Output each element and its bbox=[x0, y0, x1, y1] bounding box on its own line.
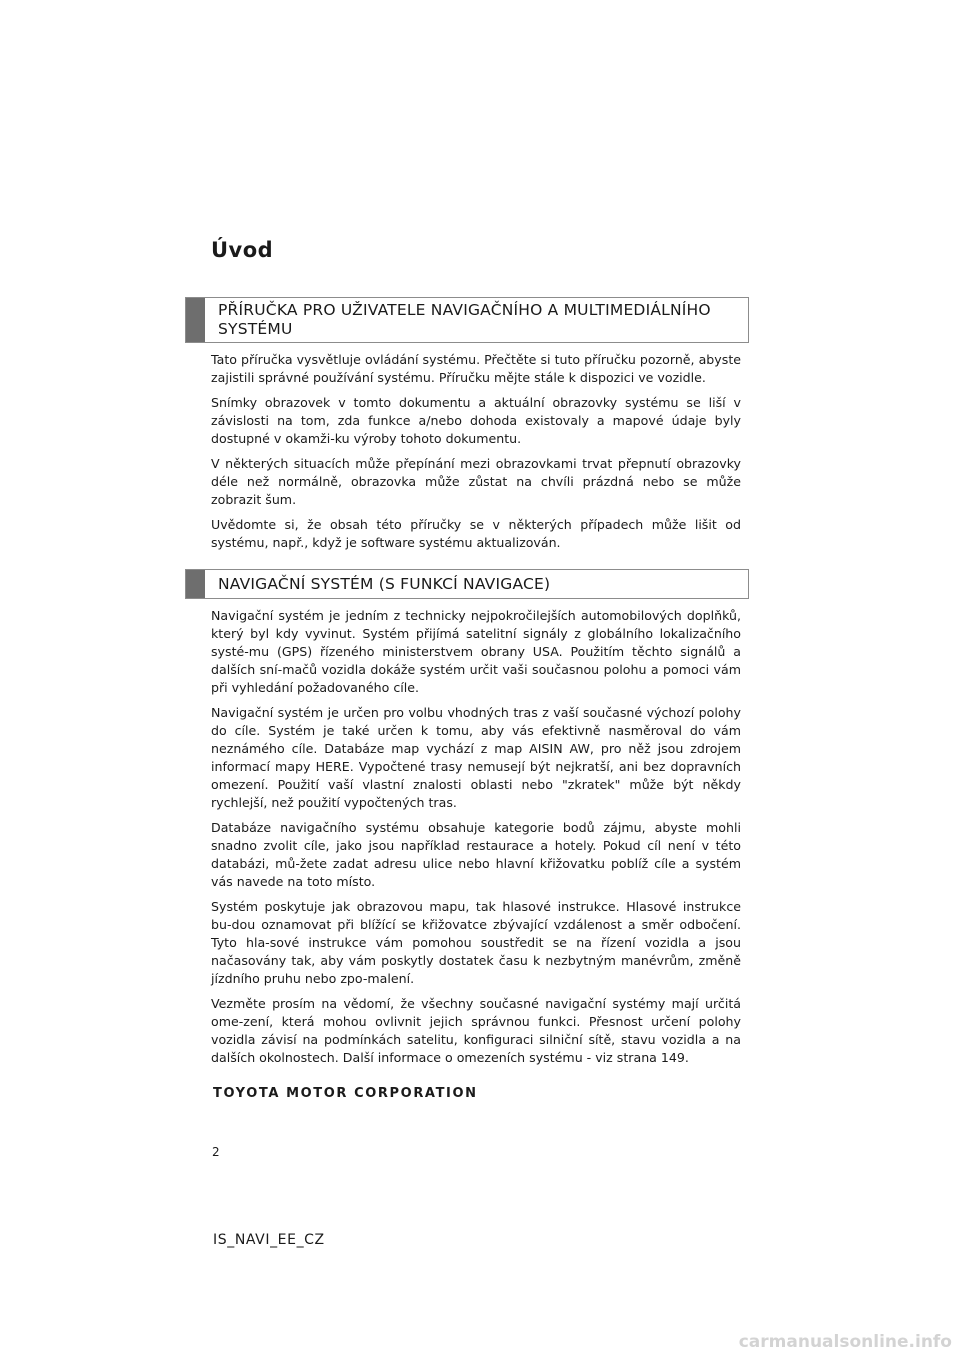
paragraph: V některých situacích může přepínání mezi obrazovkami trvat přepnutí obrazovky déle než normálně, obrazovka může zůstat na chvíli prázdná nebo se může zobrazit šum. bbox=[211, 456, 741, 507]
section-heading: PŘÍRUČKA PRO UŽIVATELE NAVIGAČNÍHO A MULTIMEDIÁLNÍHO SYSTÉMU bbox=[218, 301, 711, 338]
section-header-bar bbox=[186, 570, 205, 598]
paragraph: Systém poskytuje jak obrazovou mapu, tak hlasové instrukce. Hlasové instrukce bu-dou oznamovat při blížící se křižovatce zbývající vzdálenost a směr odbočení. Tyto hla-sové instrukce vám pomohou soustředit se na řízení vozidla a jsou načasovány tak, aby vám poskytly dostatek času k nezbytným manévrům, změně jízdního pruhu nebo zpo-malení. bbox=[211, 899, 741, 986]
paragraph: Tato příručka vysvětluje ovládání systému. Přečtěte si tuto příručku pozorně, abyste zajistili správné používání systému. Příručku mějte stále k dispozici ve vozidle. bbox=[211, 352, 741, 385]
paragraph: Databáze navigačního systému obsahuje kategorie bodů zájmu, abyste mohli snadno zvolit cíle, jako jsou například restaurace a hotely. Pokud cíl není v této databázi, mů-žete zadat adresu ulice nebo hlavní křižovatku poblíž cíle a systém vás navede na toto místo. bbox=[211, 820, 741, 889]
section-heading: NAVIGAČNÍ SYSTÉM (S FUNKCÍ NAVIGACE) bbox=[218, 574, 551, 593]
paragraph: Vezměte prosím na vědomí, že všechny současné navigační systémy mají určitá ome-zení, která mohou ovlivnit jejich správnou funkci. Přesnost určení polohy vozidla závisí na podmínkách satelitu, konfiguraci silniční sítě, stavu vozidla a na dalších okolnostech. Další informace o omezeních systému - viz strana 149. bbox=[211, 996, 741, 1065]
watermark: carmanualsonline.info bbox=[738, 1332, 952, 1352]
corporation-name: TOYOTA MOTOR CORPORATION bbox=[213, 1086, 478, 1101]
section-header-navigation bbox=[185, 569, 749, 599]
paragraph: Navigační systém je jedním z technicky nejpokročilejších automobilových doplňků, který byl kdy vyvinut. Systém přijímá satelitní signály z globálního lokalizačního systé-mu (GPS) řízeného ministerstvem obrany USA. Použitím těchto signálů a dalších sní-mačů vozidla dokáže systém určit vaši současnou polohu a pomoci vám při vyhledání požadovaného cíle. bbox=[211, 608, 741, 695]
paragraph: Snímky obrazovek v tomto dokumentu a aktuální obrazovky systému se liší v závislosti na tom, zda funkce a/nebo dohoda existovaly a mapové údaje byly dostupné v okamži-ku výroby tohoto dokumentu. bbox=[211, 395, 741, 446]
section-body-navigation bbox=[211, 607, 741, 1074]
page-title: Úvod bbox=[211, 238, 274, 262]
paragraph: Navigační systém je určen pro volbu vhodných tras z vaší současné výchozí polohy do cíle. Systém je také určen k tomu, aby vás efektivně nasměroval do vám neznámého cíle. Databáze map vychází z map AISIN AW, pro něž jsou zdrojem informací mapy HERE. Vypočtené trasy nemusejí být nejkratší, ani bez dopravních omezení. Použití vaší vlastní znalosti oblasti nebo "zkratek" může být někdy rychlejší, než použití vypočtených tras. bbox=[211, 705, 741, 810]
document-code: IS_NAVI_EE_CZ bbox=[213, 1232, 325, 1248]
section-body-user-manual bbox=[211, 351, 741, 559]
page-number: 2 bbox=[212, 1145, 220, 1159]
section-header-user-manual bbox=[185, 297, 749, 343]
paragraph: Uvědomte si, že obsah této příručky se v některých případech může lišit od systému, např., když je software systému aktualizován. bbox=[211, 517, 741, 550]
section-header-bar bbox=[186, 298, 205, 342]
